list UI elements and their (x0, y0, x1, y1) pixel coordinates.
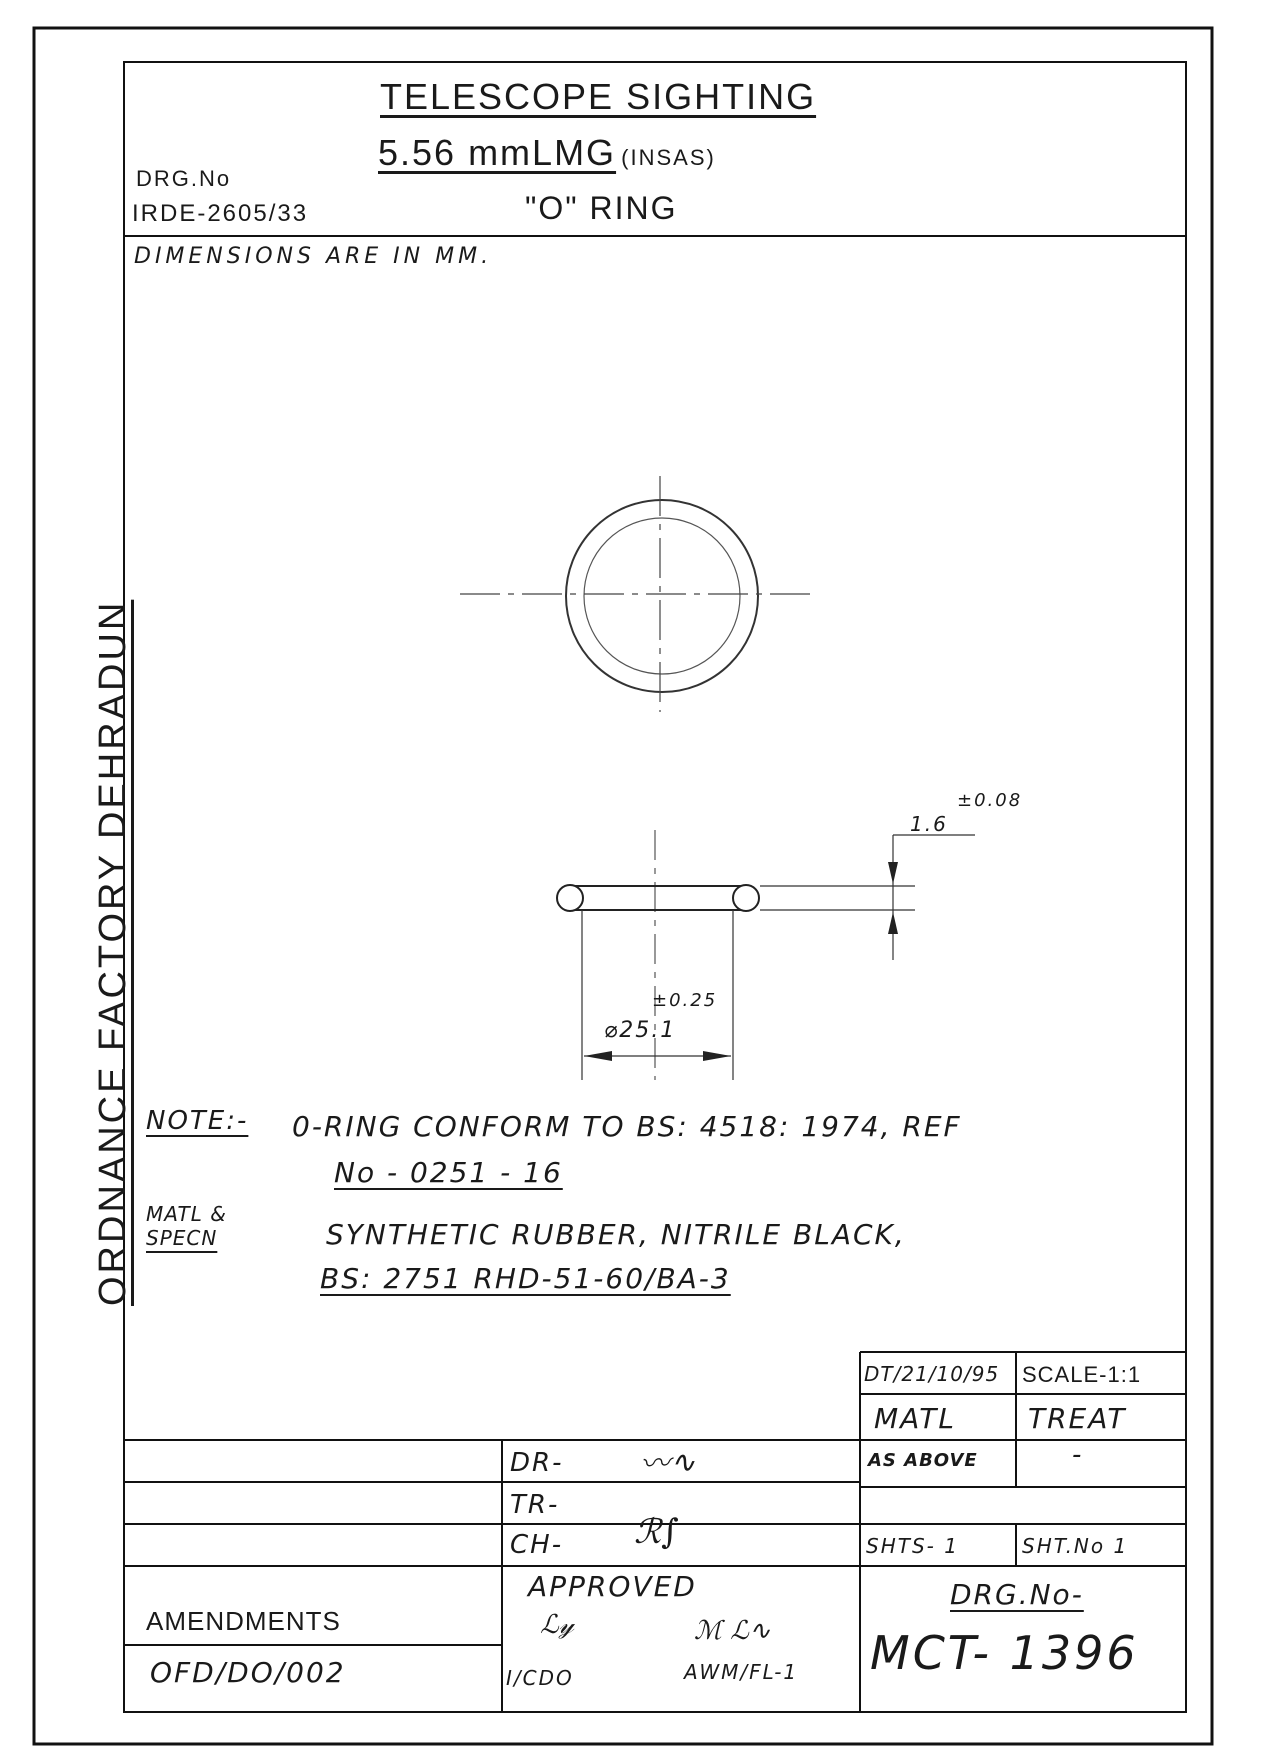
date-cell: DT/21/10/95 (864, 1362, 1000, 1386)
matl-cell-value: AS ABOVE (868, 1450, 978, 1471)
sheets-cell: SHTS- 1 (866, 1534, 959, 1558)
o-ring-top-view (460, 476, 816, 712)
diameter-dimension: ⌀25.1 (604, 1018, 677, 1043)
sheet-number-cell: SHT.No 1 (1022, 1534, 1129, 1558)
drg-no-value: IRDE-2605/33 (132, 200, 309, 227)
part-name: "O" RING (525, 190, 678, 226)
drg-no-label: DRG.No (136, 166, 232, 191)
dimensions-note: DIMENSIONS ARE IN MM. (134, 244, 493, 269)
diameter-tolerance: ±0.25 (652, 990, 718, 1011)
thickness-tolerance: ±0.08 (957, 790, 1023, 811)
approver2-signature: ℳ ℒ∿ (694, 1616, 771, 1646)
approver2-title: AWM/FL-1 (684, 1660, 799, 1684)
drg-no-block-value: MCT- 1396 (870, 1626, 1139, 1680)
title-line-1: TELESCOPE SIGHTING (380, 76, 817, 117)
note-line-2: No - 0251 - 16 (334, 1156, 563, 1189)
approver1-title: I/CDO (506, 1666, 574, 1690)
side-label-factory: ORDNANCE FACTORY DEHRADUN (92, 599, 134, 1306)
dr-label: DR- (510, 1448, 564, 1478)
dr-signature: 〰∿ (639, 1444, 697, 1483)
matl-label-line-2: SPECN (146, 1226, 218, 1250)
approved-label: APPROVED (528, 1570, 697, 1603)
treat-cell-value: - (1072, 1440, 1084, 1470)
ch-label: CH- (510, 1530, 564, 1560)
amendments-label: AMENDMENTS (146, 1606, 341, 1636)
note-label: NOTE:- (146, 1106, 249, 1136)
approver1-signature: ℒ𝓎 (540, 1610, 574, 1640)
amendments-value: OFD/DO/002 (150, 1656, 346, 1689)
treat-cell-label: TREAT (1028, 1402, 1127, 1435)
matl-cell-label: MATL (874, 1402, 956, 1435)
note-line-1: 0-RING CONFORM TO BS: 4518: 1974, REF (292, 1110, 962, 1143)
thickness-dimension: 1.6 (910, 812, 948, 836)
scale-cell: SCALE-1:1 (1022, 1362, 1142, 1387)
title-weapon: 5.56 mmLMG (378, 132, 617, 173)
matl-line-2: BS: 2751 RHD-51-60/BA-3 (320, 1262, 731, 1295)
matl-label-line-1: MATL & (146, 1202, 227, 1226)
title-line-2 (378, 132, 716, 174)
drg-no-block-label: DRG.No- (950, 1578, 1084, 1611)
matl-line-1: SYNTHETIC RUBBER, NITRILE BLACK, (326, 1218, 906, 1251)
title-weapon-suffix: (INSAS) (621, 145, 716, 170)
ch-signature: ℛ∫ (634, 1512, 679, 1552)
tr-label: TR- (510, 1490, 560, 1520)
